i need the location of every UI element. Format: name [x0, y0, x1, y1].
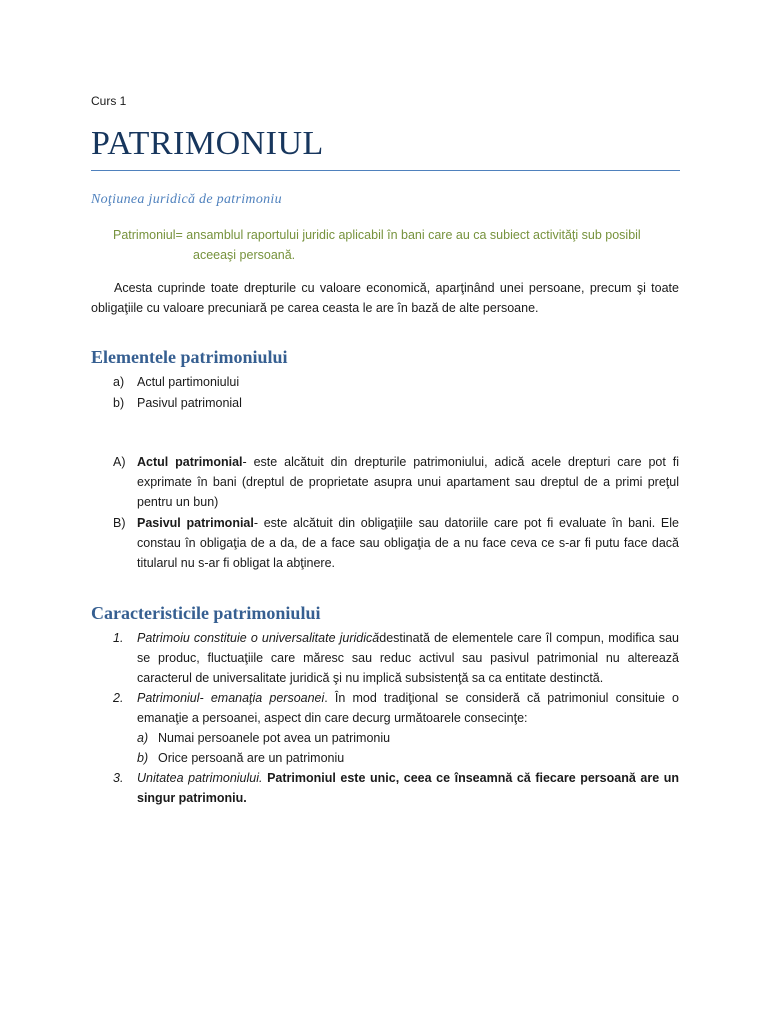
list-marker: 3.	[113, 771, 124, 785]
list-marker: b)	[113, 396, 125, 410]
list-marker: 1.	[113, 631, 124, 645]
sub-list-item	[137, 728, 537, 748]
list-marker: 2.	[113, 691, 124, 705]
characteristic-item	[113, 688, 679, 728]
characteristic-text: Patrimoniul este unic, ceea ce înseamnă că fiecare persoană are un singur patrimoniu.	[137, 771, 679, 805]
detail-item-active	[113, 452, 679, 512]
characteristic-term: Patrimoniul- emanaţia persoanei	[137, 691, 325, 705]
characteristic-text: destinată de elementele care îl compun, modifica sau se produc, fluctuaţiile care măresc sau reduc activul sau pasivul patrimonial nu alterează caracterul de universalitate juridică şi nu implică subsistenţă sa ca entitate destinctă.	[137, 631, 680, 685]
list-marker: A)	[113, 455, 126, 469]
detail-term: Actul patrimonial	[137, 455, 243, 469]
list-marker: B)	[113, 516, 126, 530]
section-heading-elements: Elementele patrimoniului	[91, 347, 288, 367]
characteristic-term: Unitatea patrimoniului.	[137, 771, 263, 785]
list-item	[113, 393, 313, 413]
title-underline	[91, 170, 680, 171]
definition-line-2: aceeaşi persoană.	[193, 248, 296, 262]
list-marker: a)	[137, 731, 149, 745]
page-title: PATRIMONIUL	[91, 125, 324, 162]
intro-paragraph: Acesta cuprinde toate drepturile cu valoare economică, aparţinând unei persoane, precum şi toate obligaţiile cu valoare precuniară pe carea ceasta le are în bază de alte persoane.	[91, 281, 679, 315]
detail-item-passive	[113, 513, 679, 573]
list-marker: b)	[137, 751, 149, 765]
list-marker: a)	[113, 375, 125, 389]
sub-list-item-text: Orice persoană are un patrimoniu	[158, 751, 345, 765]
detail-text: - este alcătuit din drepturile patrimoniului, adică acele drepturi care pot fi exprimate în bani (dreptul de proprietate asupra unui apartament sau dreptul de a primi preţul pentru un bun)	[137, 455, 680, 509]
definition-block	[113, 225, 679, 265]
characteristic-term: Patrimoiu constituie o universalitate juridică	[137, 631, 380, 645]
characteristic-item	[113, 768, 679, 808]
definition-line-1: Patrimoniul= ansamblul raportului juridic aplicabil în bani care au ca subiect activităţi sub posibil	[113, 228, 641, 242]
detail-text: - este alcătuit din obligaţiile sau datoriile care pot fi evaluate în bani. Ele constau în obligaţia de a da, de a face sau obligaţia de a nu face ceva ce s-ar fi putu face dacă titularul nu s-ar fi obligat la abţinere.	[137, 516, 679, 570]
list-item-text: Actul partimoniului	[137, 375, 240, 389]
section-heading-characteristics: Caracteristicile patrimoniului	[91, 603, 321, 623]
detail-term: Pasivul patrimonial	[137, 516, 254, 530]
list-item-text: Pasivul patrimonial	[137, 396, 242, 410]
characteristic-item	[113, 628, 679, 688]
list-item	[113, 372, 313, 392]
course-label: Curs 1	[91, 94, 127, 108]
subtitle: Noţiunea juridică de patrimoniu	[91, 192, 282, 207]
sub-list-item	[137, 748, 537, 768]
characteristic-text: . În mod tradiţional se consideră că patrimoniul consituie o emanaţie a persoanei, aspect din care decurg următoarele consecinţe:	[137, 691, 679, 725]
sub-list-item-text: Numai persoanele pot avea un patrimoniu	[158, 731, 391, 745]
